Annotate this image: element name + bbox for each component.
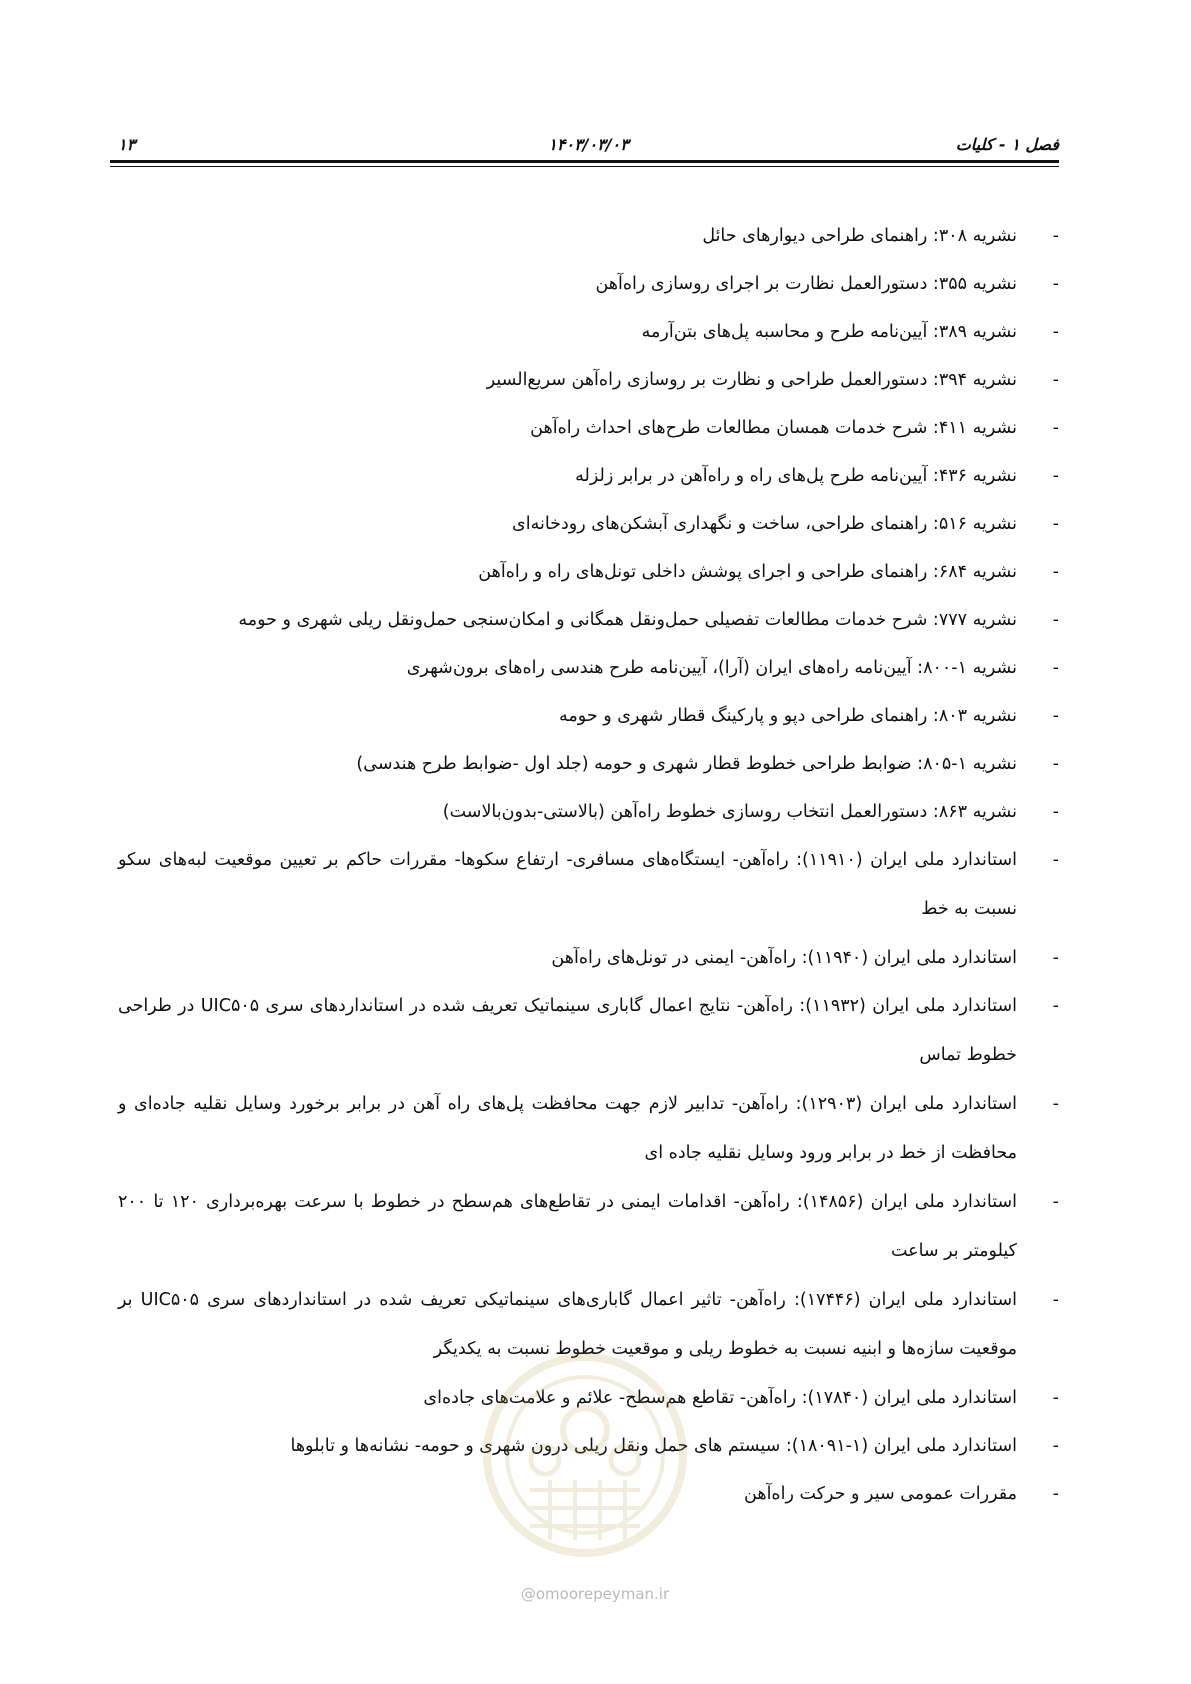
list-item: - نشریه ۴۳۶: آیین‌نامه طرح پل‌های راه و راه‌آهن در برابر زلزله — [118, 452, 1059, 500]
page-date: ۱۴۰۳/۰۳/۰۳ — [548, 135, 629, 154]
list-item: - استاندارد ملی ایران (۱۴۸۵۶): راه‌آهن- اقدامات ایمنی در تقاطع‌های هم‌سطح در خطوط با سرعت بهره‌برداری ۱۲۰ تا ۲۰۰ کیلومتر بر ساعت — [118, 1178, 1059, 1276]
list-item: - نشریه ۱-۸۰۰: آیین‌نامه راه‌های ایران (آرا)، آیین‌نامه طرح هندسی راه‌های برون‌شهری — [118, 644, 1059, 692]
list-item: - استاندارد ملی ایران (۱۱۹۱۰): راه‌آهن- ایستگاه‌های مسافری- ارتفاع سکوها- مقررات حاکم بر تعیین موقعیت لبه‌های سکو نسبت به خط — [118, 836, 1059, 934]
list-item: - نشریه ۸۶۳: دستورالعمل انتخاب روسازی خطوط راه‌آهن (بالاستی-بدون‌بالاست) — [118, 788, 1059, 836]
header-rule-thin — [110, 166, 1059, 167]
list-item: - نشریه ۳۵۵: دستورالعمل نظارت بر اجرای روسازی راه‌آهن — [118, 260, 1059, 308]
list-item: - نشریه ۳۹۴: دستورالعمل طراحی و نظارت بر روسازی راه‌آهن سریع‌السیر — [118, 356, 1059, 404]
page-header — [118, 128, 1059, 154]
list-item: - استاندارد ملی ایران (۱۷۸۴۰): راه‌آهن- تقاطع هم‌سطح- علائم و علامت‌های جاده‌ای — [118, 1374, 1059, 1422]
list-item: - استاندارد ملی ایران (۱۱۹۴۰): راه‌آهن- ایمنی در تونل‌های راه‌آهن — [118, 934, 1059, 982]
list-item: - استاندارد ملی ایران (۱۱۹۳۲): راه‌آهن- نتایج اعمال گاباری سینماتیک تعریف شده در استانداردهای سری UIC۵۰۵ در طراحی خطوط تماس — [118, 982, 1059, 1080]
chapter-title: فصل ۱ - کلیات — [955, 135, 1059, 154]
watermark-site: @omoorepeyman.ir — [520, 1585, 670, 1603]
list-item: - استاندارد ملی ایران (۱۷۴۴۶): راه‌آهن- تاثیر اعمال گاباری‌های سینماتیکی تعریف شده در استانداردهای سری UIC۵۰۵ بر موقعیت سازه‌ها و ابنیه نسبت به خطوط ریلی و موقعیت خطوط نسبت به یکدیگر — [118, 1276, 1059, 1374]
list-item: - نشریه ۷۷۷: شرح خدمات مطالعات تفصیلی حمل‌ونقل همگانی و امکان‌سنجی حمل‌ونقل ریلی شهری و حومه — [118, 596, 1059, 644]
list-item: - استاندارد ملی ایران (۱-۱۸۰۹۱): سیستم های حمل ونقل ریلی درون شهری و حومه- نشانه‌ها و تابلوها — [118, 1422, 1059, 1470]
list-item: - مقررات عمومی سیر و حرکت راه‌آهن — [118, 1470, 1059, 1518]
page-number: ۱۳ — [118, 135, 136, 154]
list-item: - استاندارد ملی ایران (۱۲۹۰۳): راه‌آهن- تدابیر لازم جهت محافظت پل‌های راه آهن در برابر برخورد وسایل نقلیه جاده‌ای و محافظت از خط در برابر ورود وسایل نقلیه جاده ای — [118, 1080, 1059, 1178]
list-item: - نشریه ۴۱۱: شرح خدمات همسان مطالعات طرح‌های احداث راه‌آهن — [118, 404, 1059, 452]
list-item: - نشریه ۳۰۸: راهنمای طراحی دیوارهای حائل — [118, 212, 1059, 260]
list-item: - نشریه ۸۰۳: راهنمای طراحی دپو و پارکینگ قطار شهری و حومه — [118, 692, 1059, 740]
list-item: - نشریه ۶۸۴: راهنمای طراحی و اجرای پوشش داخلی تونل‌های راه و راه‌آهن — [118, 548, 1059, 596]
list-item: - نشریه ۱-۸۰۵: ضوابط طراحی خطوط قطار شهری و حومه (جلد اول -ضوابط طرح هندسی) — [118, 740, 1059, 788]
list-item: - نشریه ۵۱۶: راهنمای طراحی، ساخت و نگهداری آبشکن‌های رودخانه‌ای — [118, 500, 1059, 548]
reference-list — [118, 212, 1059, 1518]
header-rule-thick — [110, 160, 1059, 163]
list-item: - نشریه ۳۸۹: آیین‌نامه طرح و محاسبه پل‌های بتن‌آرمه — [118, 308, 1059, 356]
